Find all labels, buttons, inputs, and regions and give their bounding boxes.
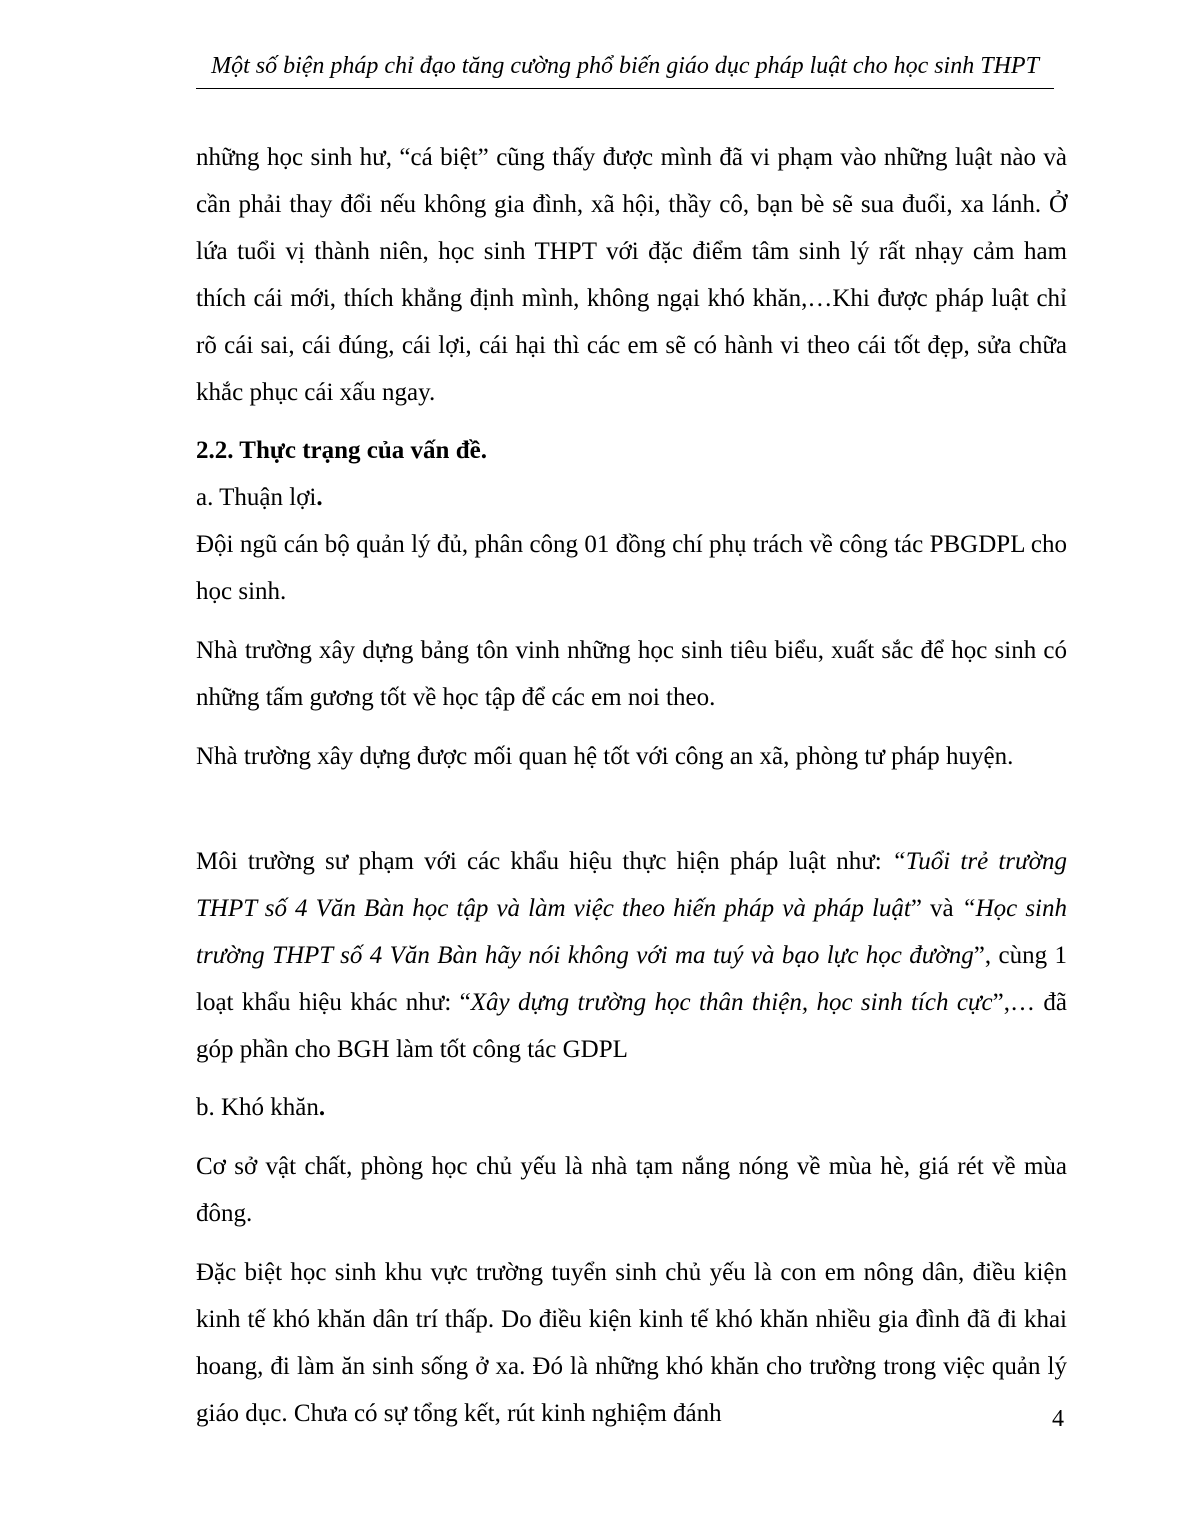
advantages-label [196, 474, 323, 521]
advantages-paragraph-3: Nhà trường xây dựng được mối quan hệ tốt với công an xã, phòng tư pháp huyện. [196, 743, 1014, 770]
difficulties-label-period: . [318, 1094, 326, 1121]
slogan-connector-1: ” và [910, 895, 962, 922]
slogan-conclusion: ”,… đã góp phần cho BGH làm tốt công tác GDPL [196, 989, 1067, 1063]
slogan-2: “Học sinh trường THPT số 4 Văn Bàn hãy nói không với ma tuý và bạo lực học đường [196, 895, 1067, 969]
difficulties-paragraph-1: Cơ sở vật chất, phòng học chủ yếu là nhà tạm nắng nóng về mùa hè, giá rét về mùa đông. [196, 1153, 1067, 1227]
advantages-paragraph-4 [196, 838, 1067, 1073]
section-heading: 2.2. Thực trạng của vấn đề. [196, 437, 487, 464]
advantages-paragraph-2: Nhà trường xây dựng bảng tôn vinh những học sinh tiêu biểu, xuất sắc để học sinh có những tấm gương tốt về học tập để các em noi theo. [196, 637, 1067, 711]
slogan-intro-text: Môi trường sư phạm với các khẩu hiệu thực hiện pháp luật như: [196, 848, 892, 875]
difficulties-label [196, 1084, 325, 1131]
difficulties-paragraph-2: Đặc biệt học sinh khu vực trường tuyển sinh chủ yếu là con em nông dân, điều kiện kinh tế khó khăn dân trí thấp. Do điều kiện kinh tế khó khăn nhiều gia đình đã đi khai hoang, đi làm ăn sinh sống ở xa. Đó là những khó khăn cho trường trong việc quản lý giáo dục. Chưa có sự tổng kết, rút kinh nghiệm đánh [196, 1259, 1067, 1427]
intro-paragraph: những học sinh hư, “cá biệt” cũng thấy được mình đã vi phạm vào những luật nào và cần phải thay đổi nếu không gia đình, xã hội, thầy cô, bạn bè sẽ sua đuổi, xa lánh. Ở lứa tuổi vị thành niên, học sinh THPT với đặc điểm tâm sinh lý rất nhạy cảm ham thích cái mới, thích khẳng định mình, không ngại khó khăn,…Khi được pháp luật chỉ rõ cái sai, cái đúng, cái lợi, cái hại thì các em sẽ có hành vi theo cái tốt đẹp, sửa chữa khắc phục cái xấu ngay. [196, 144, 1067, 406]
running-header: Một số biện pháp chỉ đạo tăng cường phổ biến giáo dục pháp luật cho học sinh THPT [211, 53, 1039, 79]
advantages-label-text: a. Thuận lợi [196, 484, 317, 511]
slogan-3: Xây dựng trường học thân thiện, học sinh tích cực [470, 989, 993, 1016]
slogan-connector-2: ”, cùng 1 loạt khẩu hiệu khác như: “ [196, 942, 1067, 1016]
header-divider [196, 88, 1054, 89]
difficulties-label-text: b. Khó khăn [196, 1094, 319, 1121]
page-number: 4 [1052, 1406, 1064, 1432]
advantages-paragraph-1: Đội ngũ cán bộ quản lý đủ, phân công 01 đồng chí phụ trách về công tác PBGDPL cho học sinh. [196, 531, 1067, 605]
advantages-label-period: . [316, 484, 323, 511]
slogan-1: “Tuổi trẻ trường THPT số 4 Văn Bàn học tập và làm việc theo hiến pháp và pháp luật [196, 848, 1067, 922]
